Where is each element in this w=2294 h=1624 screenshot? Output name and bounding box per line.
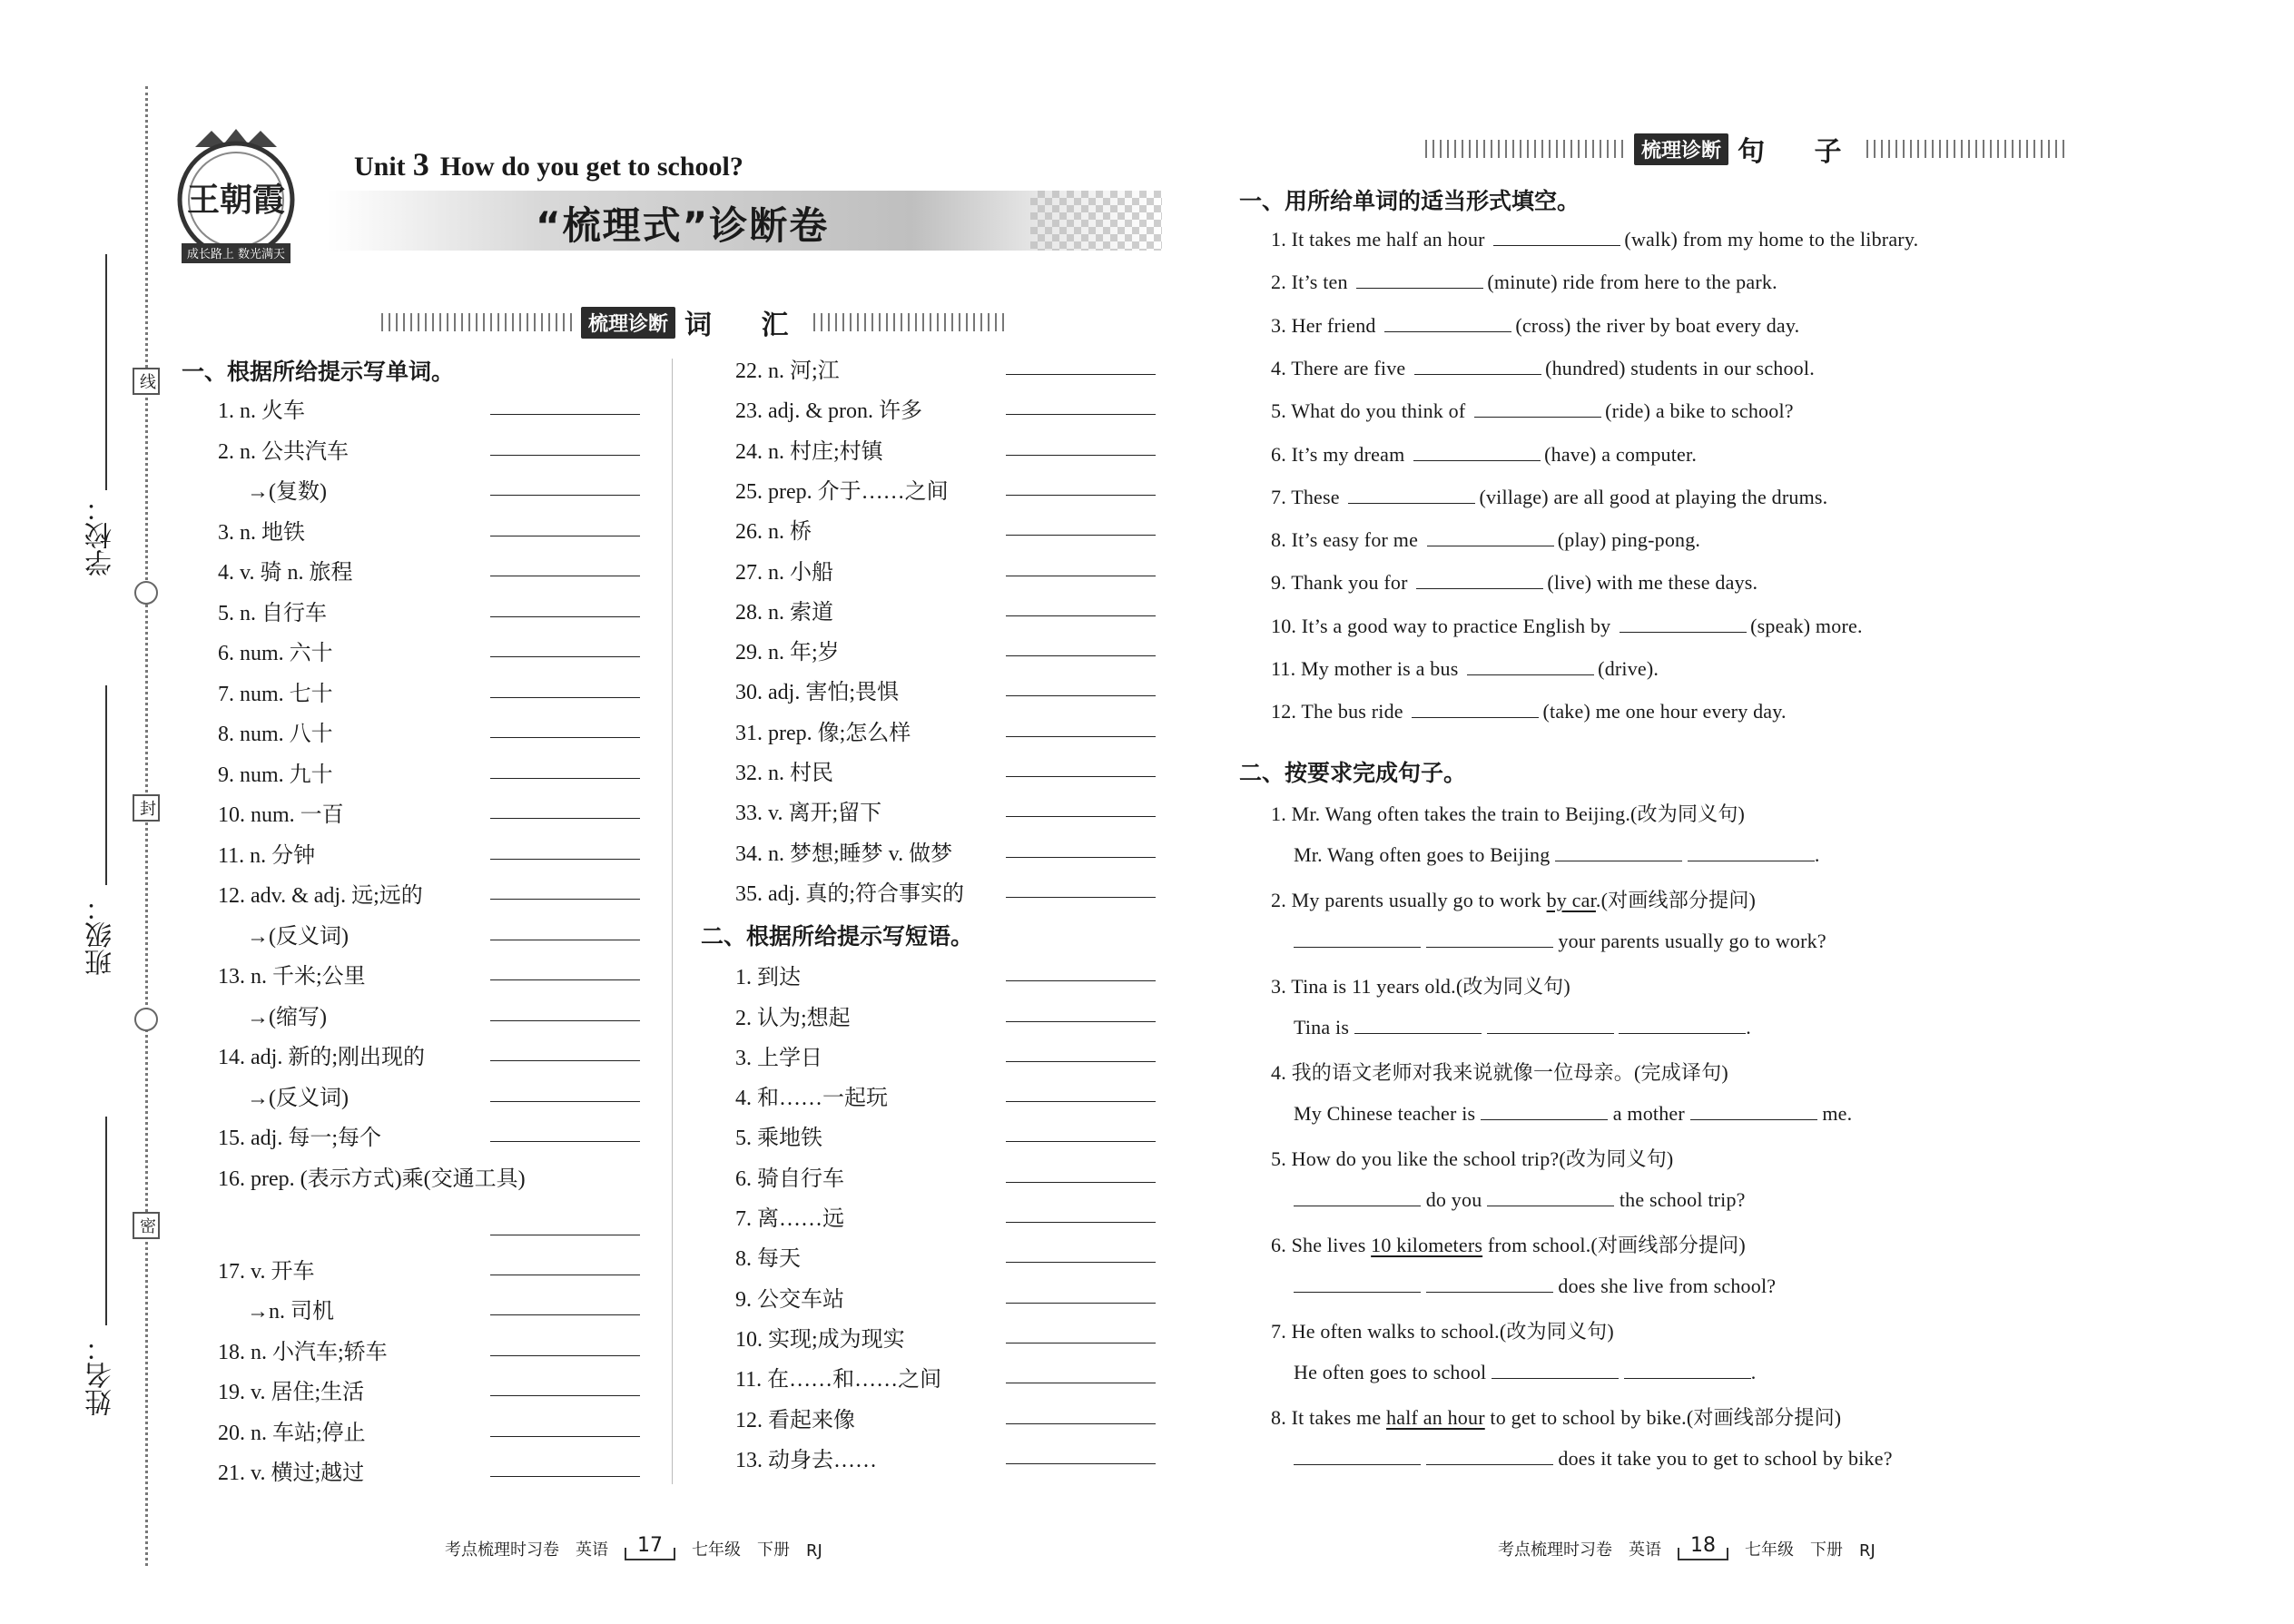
answer-blank[interactable] bbox=[1006, 736, 1156, 737]
answer-blank[interactable] bbox=[1006, 980, 1156, 981]
name-write-line bbox=[105, 1117, 107, 1325]
vocab-item: 31. prep. 像;怎么样 bbox=[735, 721, 911, 745]
fill-in-item: 9. Thank you for (live) with me these days. bbox=[1271, 571, 1758, 595]
vocab-item: 29. n. 年;岁 bbox=[735, 641, 840, 665]
vocab-item: →n. 司机 bbox=[247, 1300, 334, 1324]
transform-a1: Mr. Wang often goes to Beijing . bbox=[1294, 843, 1820, 866]
answer-blank[interactable] bbox=[1487, 1187, 1614, 1206]
fill-in-item: 12. The bus ride (take) me one hour every day. bbox=[1271, 700, 1787, 723]
answer-blank[interactable] bbox=[490, 1395, 640, 1396]
binding-knot-icon bbox=[134, 1008, 158, 1031]
vocab-item: 2. 认为;想起 bbox=[735, 1006, 851, 1030]
vocab-item: 35. adj. 真的;符合事实的 bbox=[735, 881, 964, 906]
transform-q2: 2. My parents usually go to work by car.(对画线部分提问) bbox=[1271, 889, 1757, 911]
answer-blank[interactable] bbox=[490, 414, 640, 415]
transform-q6: 6. She lives 10 kilometers from school.(对画线部分提问) bbox=[1271, 1234, 1746, 1256]
vocab-part1-heading: 一、根据所给提示写单词。 bbox=[182, 359, 455, 385]
sentence-title: 句 子 bbox=[1738, 136, 1862, 168]
transform-a3: Tina is . bbox=[1294, 1016, 1751, 1038]
answer-blank[interactable] bbox=[1493, 227, 1620, 246]
vocab-title: 词 汇 bbox=[684, 310, 809, 341]
column-divider bbox=[672, 359, 673, 1484]
vocab-item: 10. 实现;成为现实 bbox=[735, 1327, 905, 1352]
transform-q5: 5. How do you like the school trip?(改为同义句) bbox=[1271, 1147, 1674, 1170]
transform-a4: My Chinese teacher is a mother me. bbox=[1294, 1102, 1853, 1125]
sentence-part1-heading: 一、用所给单词的适当形式填空。 bbox=[1239, 188, 1580, 214]
transform-a6: does she live from school? bbox=[1294, 1274, 1776, 1298]
answer-blank[interactable] bbox=[490, 1101, 640, 1102]
vocab-item: →(缩写) bbox=[247, 1005, 327, 1029]
answer-blank[interactable] bbox=[490, 656, 640, 657]
vocab-item: 9. num. 九十 bbox=[218, 763, 333, 787]
transform-a5: do you the school trip? bbox=[1294, 1187, 1746, 1212]
transform-q7: 7. He often walks to school.(改为同义句) bbox=[1271, 1320, 1614, 1343]
footer-left: 考点梳理时习卷 英语 17 七年级 下册 RJ bbox=[445, 1534, 822, 1560]
answer-blank[interactable] bbox=[490, 616, 640, 617]
answer-blank[interactable] bbox=[1620, 614, 1747, 633]
answer-blank[interactable] bbox=[1006, 655, 1156, 656]
page-number: 17 bbox=[625, 1534, 675, 1560]
fill-in-item: 1. It takes me half an hour (walk) from my home to the library. bbox=[1271, 228, 1919, 251]
vocab-item: 24. n. 村庄;村镇 bbox=[735, 439, 883, 464]
vocab-item: 5. 乘地铁 bbox=[735, 1127, 822, 1151]
answer-blank[interactable] bbox=[1006, 1061, 1156, 1062]
fill-in-item: 8. It’s easy for me (play) ping-pong. bbox=[1271, 528, 1701, 552]
answer-blank[interactable] bbox=[1006, 1423, 1156, 1424]
answer-blank[interactable] bbox=[1006, 1262, 1156, 1263]
answer-blank[interactable] bbox=[1624, 1360, 1751, 1379]
sentence-section-header bbox=[1425, 129, 2066, 169]
school-label: 学校： bbox=[85, 495, 117, 576]
unit-title: Unit 3 How do you get to school? bbox=[354, 146, 743, 182]
vocab-item: 6. 骑自行车 bbox=[735, 1166, 844, 1191]
answer-blank[interactable] bbox=[490, 1060, 640, 1061]
vocab-item: 30. adj. 害怕;畏惧 bbox=[735, 681, 899, 705]
answer-blank[interactable] bbox=[1413, 442, 1541, 461]
seal-mark-line: 线 bbox=[133, 368, 160, 395]
answer-blank[interactable] bbox=[1492, 1360, 1619, 1379]
footer-right: 考点梳理时习卷 英语 18 七年级 下册 RJ bbox=[1498, 1534, 1876, 1560]
paper-title: “梳理式”诊断卷 bbox=[536, 203, 830, 248]
answer-blank[interactable] bbox=[1006, 455, 1156, 456]
answer-blank[interactable] bbox=[1006, 1222, 1156, 1223]
answer-blank[interactable] bbox=[1348, 485, 1475, 504]
school-write-line bbox=[105, 254, 107, 490]
vocab-badge: 梳理诊断 bbox=[581, 307, 675, 339]
vocab-item: 33. v. 离开;留下 bbox=[735, 802, 882, 826]
answer-blank[interactable] bbox=[490, 1141, 640, 1142]
transform-q4: 4. 我的语文老师对我来说就像一位母亲。(完成译句) bbox=[1271, 1061, 1728, 1084]
answer-blank[interactable] bbox=[1006, 374, 1156, 375]
fill-in-item: 5. What do you think of (ride) a bike to school? bbox=[1271, 399, 1794, 423]
fill-in-item: 4. There are five (hundred) students in our school. bbox=[1271, 356, 1815, 379]
binding-knot-icon bbox=[134, 581, 158, 605]
vocab-item: →(复数) bbox=[247, 480, 327, 504]
transform-a8: does it take you to get to school by bike? bbox=[1294, 1446, 1893, 1471]
vocab-item: 3. n. 地铁 bbox=[218, 520, 305, 545]
vocab-item: 17. v. 开车 bbox=[218, 1259, 315, 1284]
transform-q8: 8. It takes me half an hour to get to school by bike.(对画线部分提问) bbox=[1271, 1406, 1842, 1429]
vocab-item: 20. n. 车站;停止 bbox=[218, 1421, 366, 1445]
answer-blank[interactable] bbox=[1006, 414, 1156, 415]
answer-blank[interactable] bbox=[1006, 1021, 1156, 1022]
transform-q3: 3. Tina is 11 years old.(改为同义句) bbox=[1271, 975, 1570, 998]
vocab-item: 14. adj. 新的;刚出现的 bbox=[218, 1046, 425, 1069]
answer-blank[interactable] bbox=[1426, 1446, 1553, 1465]
answer-blank[interactable] bbox=[490, 899, 640, 900]
sentence-badge: 梳理诊断 bbox=[1634, 133, 1728, 165]
seal-mark-seal: 封 bbox=[133, 794, 160, 822]
answer-blank[interactable] bbox=[490, 1355, 640, 1356]
vocab-item: 9. 公交车站 bbox=[735, 1287, 844, 1312]
vocab-item: 27. n. 小船 bbox=[735, 560, 833, 585]
answer-blank[interactable] bbox=[490, 1436, 640, 1437]
answer-blank[interactable] bbox=[490, 697, 640, 698]
seal-mark-close: 密 bbox=[133, 1212, 160, 1239]
answer-blank[interactable] bbox=[1474, 399, 1601, 418]
answer-blank[interactable] bbox=[490, 1314, 640, 1315]
answer-blank[interactable] bbox=[1426, 1274, 1553, 1293]
vocab-item: 18. n. 小汽车;轿车 bbox=[218, 1340, 388, 1364]
answer-blank[interactable] bbox=[1467, 656, 1594, 675]
answer-blank[interactable] bbox=[490, 455, 640, 456]
vocab-item: 23. adj. & pron. 许多 bbox=[735, 399, 922, 424]
answer-blank[interactable] bbox=[490, 1020, 640, 1021]
answer-blank[interactable] bbox=[1006, 1141, 1156, 1142]
answer-blank[interactable] bbox=[1006, 1463, 1156, 1464]
svg-text:王朝霞: 王朝霞 bbox=[186, 181, 286, 219]
vocab-item: 22. n. 河;江 bbox=[735, 359, 840, 383]
vocab-item: 12. 看起来像 bbox=[735, 1408, 855, 1432]
vocab-item: 13. n. 千米;公里 bbox=[218, 965, 366, 989]
answer-blank[interactable] bbox=[1555, 842, 1682, 861]
vocab-item: 26. n. 桥 bbox=[735, 520, 812, 545]
answer-blank[interactable] bbox=[1690, 1101, 1817, 1120]
vocab-item: 28. n. 索道 bbox=[735, 600, 833, 625]
vocab-item: 1. 到达 bbox=[735, 966, 801, 990]
answer-blank[interactable] bbox=[1426, 929, 1553, 948]
transform-q1: 1. Mr. Wang often takes the train to Beijing.(改为同义句) bbox=[1271, 802, 1746, 825]
binding-dotted-line bbox=[145, 86, 148, 1566]
answer-blank[interactable] bbox=[1416, 570, 1543, 589]
answer-blank[interactable] bbox=[1384, 313, 1511, 332]
answer-blank[interactable] bbox=[1006, 857, 1156, 858]
fill-in-item: 7. These (village) are all good at playing the drums. bbox=[1271, 485, 1828, 508]
answer-blank[interactable] bbox=[1006, 776, 1156, 777]
answer-blank[interactable] bbox=[1412, 699, 1539, 718]
vocab-item: 7. num. 七十 bbox=[218, 682, 333, 706]
vocab-item: 5. n. 自行车 bbox=[218, 601, 327, 625]
vocab-item: 8. num. 八十 bbox=[218, 723, 333, 746]
answer-blank[interactable] bbox=[490, 1476, 640, 1477]
vocab-item: 3. 上学日 bbox=[735, 1046, 822, 1070]
answer-blank[interactable] bbox=[490, 495, 640, 496]
vocab-section-header bbox=[381, 302, 1004, 342]
answer-blank[interactable] bbox=[1006, 816, 1156, 817]
answer-blank[interactable] bbox=[1688, 842, 1815, 861]
sentence-part2-heading: 二、按要求完成句子。 bbox=[1239, 760, 1467, 786]
answer-blank[interactable] bbox=[490, 859, 640, 860]
vocab-item: 4. v. 骑 n. 旅程 bbox=[218, 561, 353, 585]
vocab-item: 13. 动身去…… bbox=[735, 1448, 877, 1472]
answer-blank[interactable] bbox=[490, 778, 640, 779]
fill-in-item: 2. It’s ten (minute) ride from here to the park. bbox=[1271, 271, 1777, 294]
answer-blank[interactable] bbox=[1006, 695, 1156, 696]
answer-blank[interactable] bbox=[1006, 535, 1156, 536]
vocab-item: 10. num. 一百 bbox=[218, 803, 344, 827]
answer-blank[interactable] bbox=[1481, 1101, 1608, 1120]
answer-blank[interactable] bbox=[1427, 527, 1554, 546]
answer-blank[interactable] bbox=[1619, 1015, 1746, 1034]
vocab-item: 12. adv. & adj. 远;远的 bbox=[218, 884, 423, 908]
answer-blank[interactable] bbox=[1414, 356, 1541, 375]
transform-a7: He often goes to school . bbox=[1294, 1361, 1757, 1383]
vocab-item: →(反义词) bbox=[247, 1086, 349, 1110]
answer-blank[interactable] bbox=[1294, 1446, 1421, 1465]
answer-blank[interactable] bbox=[1006, 1303, 1156, 1304]
vocab-item: 2. n. 公共汽车 bbox=[218, 439, 349, 464]
answer-blank[interactable] bbox=[1006, 615, 1156, 616]
answer-blank[interactable] bbox=[1294, 929, 1421, 948]
vocab-item: 1. n. 火车 bbox=[218, 399, 305, 423]
vocab-item: 16. prep. (表示方式)乘(交通工具) bbox=[218, 1166, 526, 1191]
answer-blank[interactable] bbox=[1294, 1274, 1421, 1293]
answer-blank[interactable] bbox=[1006, 495, 1156, 496]
vocab-item: 6. num. 六十 bbox=[218, 642, 333, 665]
answer-blank[interactable] bbox=[490, 737, 640, 738]
vocab-item: 21. v. 横过;越过 bbox=[218, 1462, 365, 1485]
vocab-item: 11. n. 分钟 bbox=[218, 843, 316, 868]
vocab-item: →(反义词) bbox=[247, 924, 349, 949]
answer-blank[interactable] bbox=[490, 818, 640, 819]
vocab-item: 32. n. 村民 bbox=[735, 762, 833, 785]
vocab-item: 34. n. 梦想;睡梦 v. 做梦 bbox=[735, 842, 953, 866]
vocab-item: 25. prep. 介于……之间 bbox=[735, 479, 949, 504]
class-write-line bbox=[105, 685, 107, 885]
answer-blank[interactable] bbox=[1294, 1187, 1421, 1206]
name-label: 姓名： bbox=[85, 1334, 117, 1416]
answer-blank[interactable] bbox=[1006, 897, 1156, 898]
vocab-item: 11. 在……和……之间 bbox=[735, 1368, 942, 1393]
fill-in-item: 3. Her friend (cross) the river by boat every day. bbox=[1271, 313, 1800, 337]
fill-in-item: 11. My mother is a bus (drive). bbox=[1271, 657, 1659, 680]
answer-blank[interactable] bbox=[1006, 1182, 1156, 1183]
vocab-item: 8. 每天 bbox=[735, 1247, 801, 1272]
answer-blank[interactable] bbox=[1356, 270, 1483, 289]
vocab-item: 19. v. 居住;生活 bbox=[218, 1381, 365, 1404]
banner-checker-pattern bbox=[1030, 191, 1162, 251]
class-label: 班级： bbox=[85, 894, 117, 976]
transform-a2: your parents usually go to work? bbox=[1294, 929, 1826, 953]
answer-blank[interactable] bbox=[1354, 1015, 1482, 1034]
vocab-item: 15. adj. 每一;每个 bbox=[218, 1127, 381, 1150]
answer-blank[interactable] bbox=[490, 979, 640, 980]
answer-blank[interactable] bbox=[1487, 1015, 1614, 1034]
brand-logo bbox=[168, 127, 304, 272]
fill-in-item: 10. It’s a good way to practice English by (speak) more. bbox=[1271, 614, 1863, 637]
answer-blank[interactable] bbox=[1006, 1101, 1156, 1102]
fill-in-item: 6. It’s my dream (have) a computer. bbox=[1271, 442, 1698, 466]
vocab-part2-heading: 二、根据所给提示写短语。 bbox=[701, 923, 974, 950]
page-number: 18 bbox=[1678, 1534, 1728, 1560]
vocab-item: 4. 和……一起玩 bbox=[735, 1087, 888, 1111]
vocab-item: 7. 离……远 bbox=[735, 1207, 844, 1231]
svg-text:成长路上 数光满天: 成长路上 数光满天 bbox=[186, 248, 286, 261]
